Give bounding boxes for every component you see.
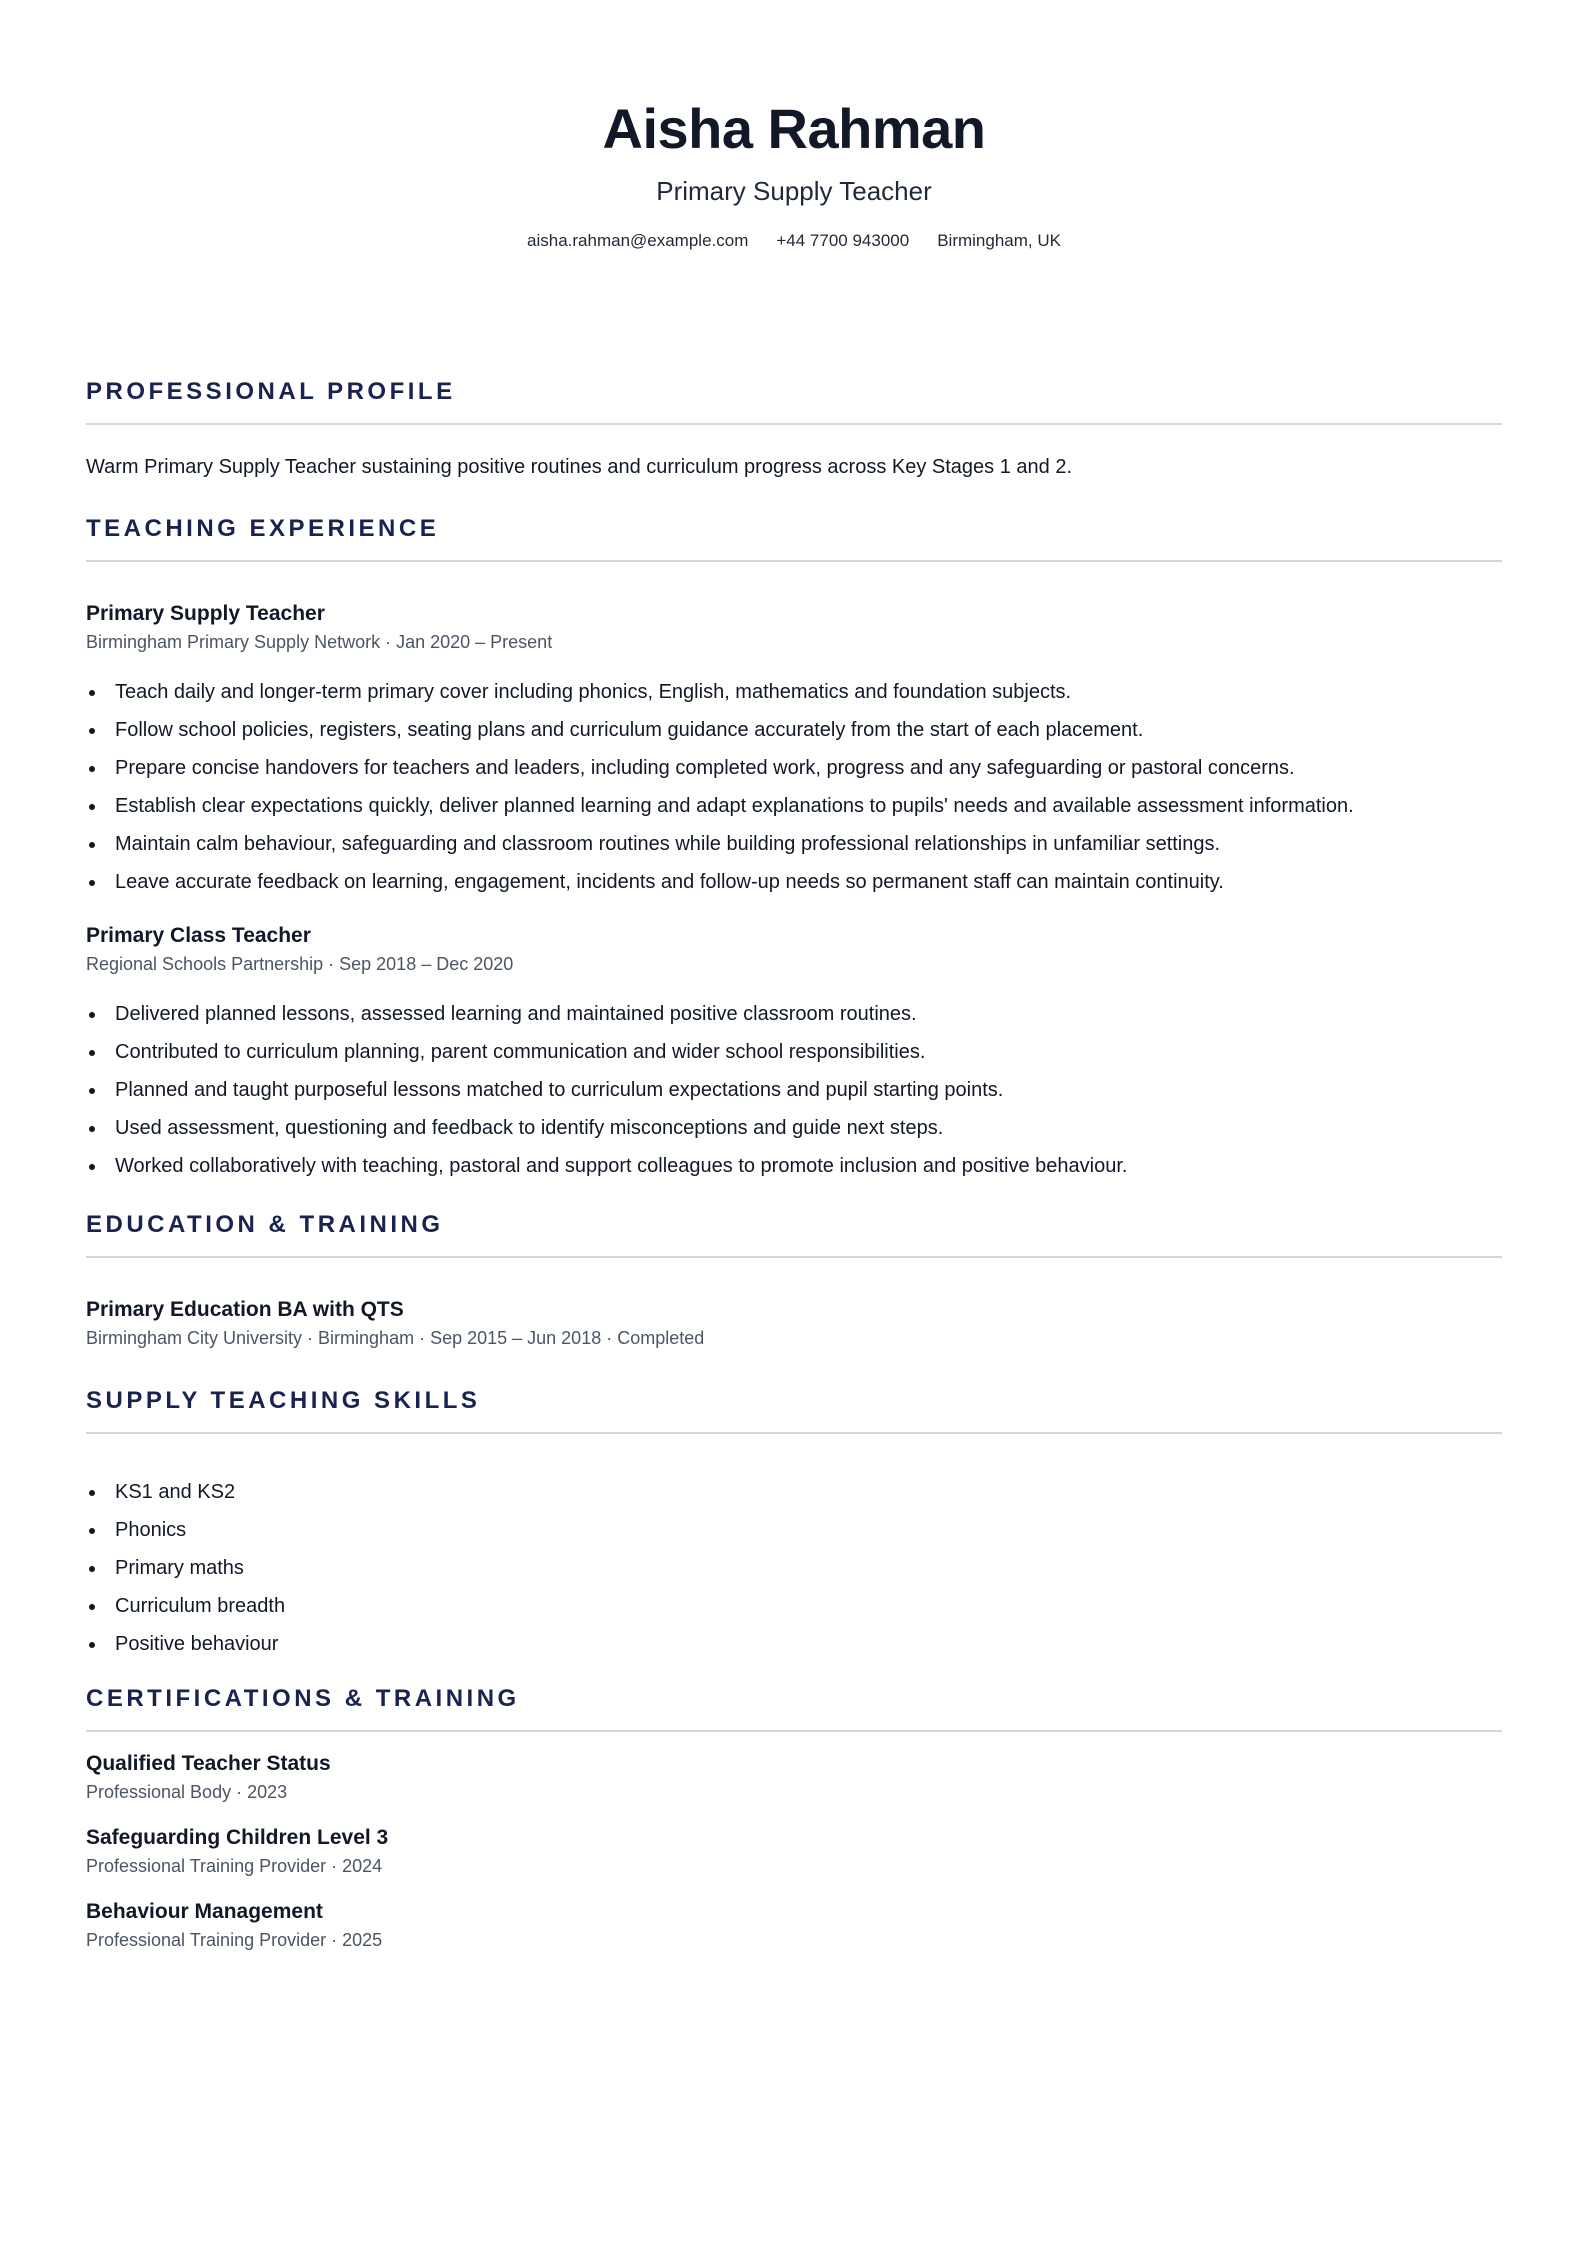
job-bullets [86, 1000, 1502, 1180]
profile-text: Warm Primary Supply Teacher sustaining positive routines and curriculum progress across Key Stages 1 and 2. [86, 456, 1073, 478]
education-meta: Birmingham City University · Birmingham · Sep 2015 – Jun 2018 · Completed [86, 1328, 705, 1348]
education-section [86, 1210, 1502, 1350]
candidate-role: Primary Supply Teacher [656, 176, 932, 206]
list-item: Planned and taught purposeful lessons matched to curriculum expectations and pupil starting points. [86, 1076, 1502, 1104]
education-entry [86, 1296, 1502, 1350]
list-item: Maintain calm behaviour, safeguarding and classroom routines while building professional relationships in unfamiliar settings. [86, 830, 1502, 858]
contact-location: Birmingham, UK [937, 231, 1061, 250]
list-item: KS1 and KS2 [86, 1478, 1502, 1506]
job-meta: Regional Schools Partnership · Sep 2018 – Dec 2020 [86, 954, 514, 974]
resume-header [86, 0, 1502, 252]
list-item: Delivered planned lessons, assessed learning and maintained positive classroom routines. [86, 1000, 1502, 1028]
list-item: Phonics [86, 1516, 1502, 1544]
job-title: Primary Class Teacher [86, 924, 311, 947]
section-title-experience: TEACHING EXPERIENCE [86, 514, 1502, 562]
job-entry [86, 600, 1502, 896]
certification-entry [86, 1898, 1502, 1952]
experience-section [86, 514, 1502, 1180]
certification-meta: Professional Body · 2023 [86, 1782, 288, 1802]
list-item: Establish clear expectations quickly, deliver planned learning and adapt explanations to pupils' needs and available assessment information. [86, 792, 1502, 820]
certification-title: Qualified Teacher Status [86, 1752, 331, 1775]
section-title-profile: PROFESSIONAL PROFILE [86, 377, 1502, 425]
skills-list [86, 1478, 1502, 1658]
certification-meta: Professional Training Provider · 2025 [86, 1930, 383, 1950]
certification-meta: Professional Training Provider · 2024 [86, 1856, 383, 1876]
list-item: Contributed to curriculum planning, parent communication and wider school responsibilities. [86, 1038, 1502, 1066]
certification-entry [86, 1750, 1502, 1804]
education-title: Primary Education BA with QTS [86, 1298, 404, 1321]
skills-section [86, 1386, 1502, 1658]
contact-phone[interactable]: +44 7700 943000 [776, 231, 910, 250]
list-item: Follow school policies, registers, seating plans and curriculum guidance accurately from the start of each placement. [86, 716, 1502, 744]
list-item: Curriculum breadth [86, 1592, 1502, 1620]
list-item: Worked collaboratively with teaching, pastoral and support colleagues to promote inclusion and positive behaviour. [86, 1152, 1502, 1180]
section-title-skills: SUPPLY TEACHING SKILLS [86, 1386, 1502, 1434]
job-meta: Birmingham Primary Supply Network · Jan 2020 – Present [86, 632, 553, 652]
job-entry [86, 922, 1502, 1180]
section-title-education: EDUCATION & TRAINING [86, 1210, 1502, 1258]
certification-title: Behaviour Management [86, 1900, 323, 1923]
contact-email[interactable]: aisha.rahman@example.com [527, 231, 749, 250]
certification-entry [86, 1824, 1502, 1878]
list-item: Leave accurate feedback on learning, engagement, incidents and follow-up needs so permanent staff can maintain continuity. [86, 868, 1502, 896]
list-item: Primary maths [86, 1554, 1502, 1582]
contact-line [86, 230, 1502, 252]
candidate-name: Aisha Rahman [602, 97, 986, 160]
profile-section [86, 377, 1502, 481]
certifications-section [86, 1684, 1502, 1952]
job-bullets [86, 678, 1502, 896]
list-item: Prepare concise handovers for teachers and leaders, including completed work, progress and any safeguarding or pastoral concerns. [86, 754, 1502, 782]
section-title-certifications: CERTIFICATIONS & TRAINING [86, 1684, 1502, 1732]
job-title: Primary Supply Teacher [86, 602, 325, 625]
list-item: Positive behaviour [86, 1630, 1502, 1658]
certification-title: Safeguarding Children Level 3 [86, 1826, 389, 1849]
list-item: Used assessment, questioning and feedback to identify misconceptions and guide next steps. [86, 1114, 1502, 1142]
list-item: Teach daily and longer-term primary cover including phonics, English, mathematics and foundation subjects. [86, 678, 1502, 706]
